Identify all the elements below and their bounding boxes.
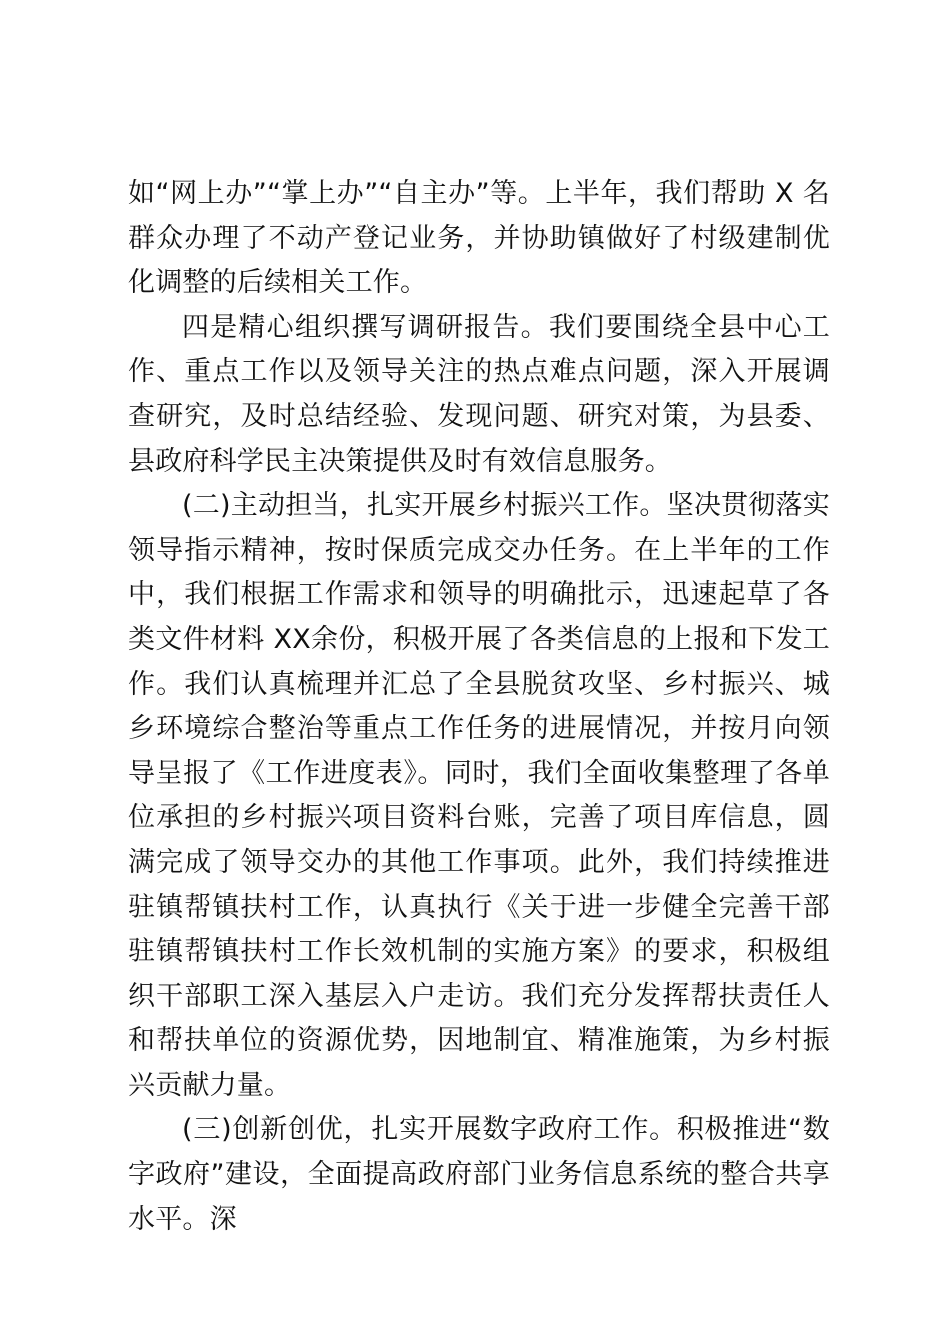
paragraph-digital-government: (三)创新创优，扎实开展数字政府工作。积极推进“数字政府”建设，全面提高政府部门业务信息系统的整合共享水平。深 — [128, 1114, 830, 1235]
paragraph-research-report: 四是精心组织撰写调研报告。我们要围绕全县中心工作、重点工作以及领导关注的热点难点问题，深入开展调查研究，及时总结经验、发现问题、研究对策，为县委、县政府科学民主决策提供及时有效信息服务。 — [128, 311, 830, 477]
document-body — [128, 172, 830, 1242]
paragraph-continuation: 如“网上办”“掌上办”“自主办”等。上半年，我们帮助 X 名群众办理了不动产登记业务，并协助镇做好了村级建制优化调整的后续相关工作。 — [128, 178, 830, 299]
paragraph-rural-revitalization: (二)主动担当，扎实开展乡村振兴工作。坚决贯彻落实领导指示精神，按时保质完成交办任务。在上半年的工作中，我们根据工作需求和领导的明确批示，迅速起草了各类文件材料 XX余份，积极开展了各类信息的上报和下发工作。我们认真梳理并汇总了全县脱贫攻坚、乡村振兴、城乡环境综合整治等重点工作任务的进展情况，并按月向领导呈报了《工作进度表》。同时，我们全面收集整理了各单位承担的乡村振兴项目资料台账，完善了项目库信息，圆满完成了领导交办的其他工作事项。此外，我们持续推进驻镇帮镇扶村工作，认真执行《关于进一步健全完善干部驻镇帮镇扶村工作长效机制的实施方案》的要求，积极组织干部职工深入基层入户走访。我们充分发挥帮扶责任人和帮扶单位的资源优势，因地制宜、精准施策，为乡村振兴贡献力量。 — [128, 490, 830, 1101]
